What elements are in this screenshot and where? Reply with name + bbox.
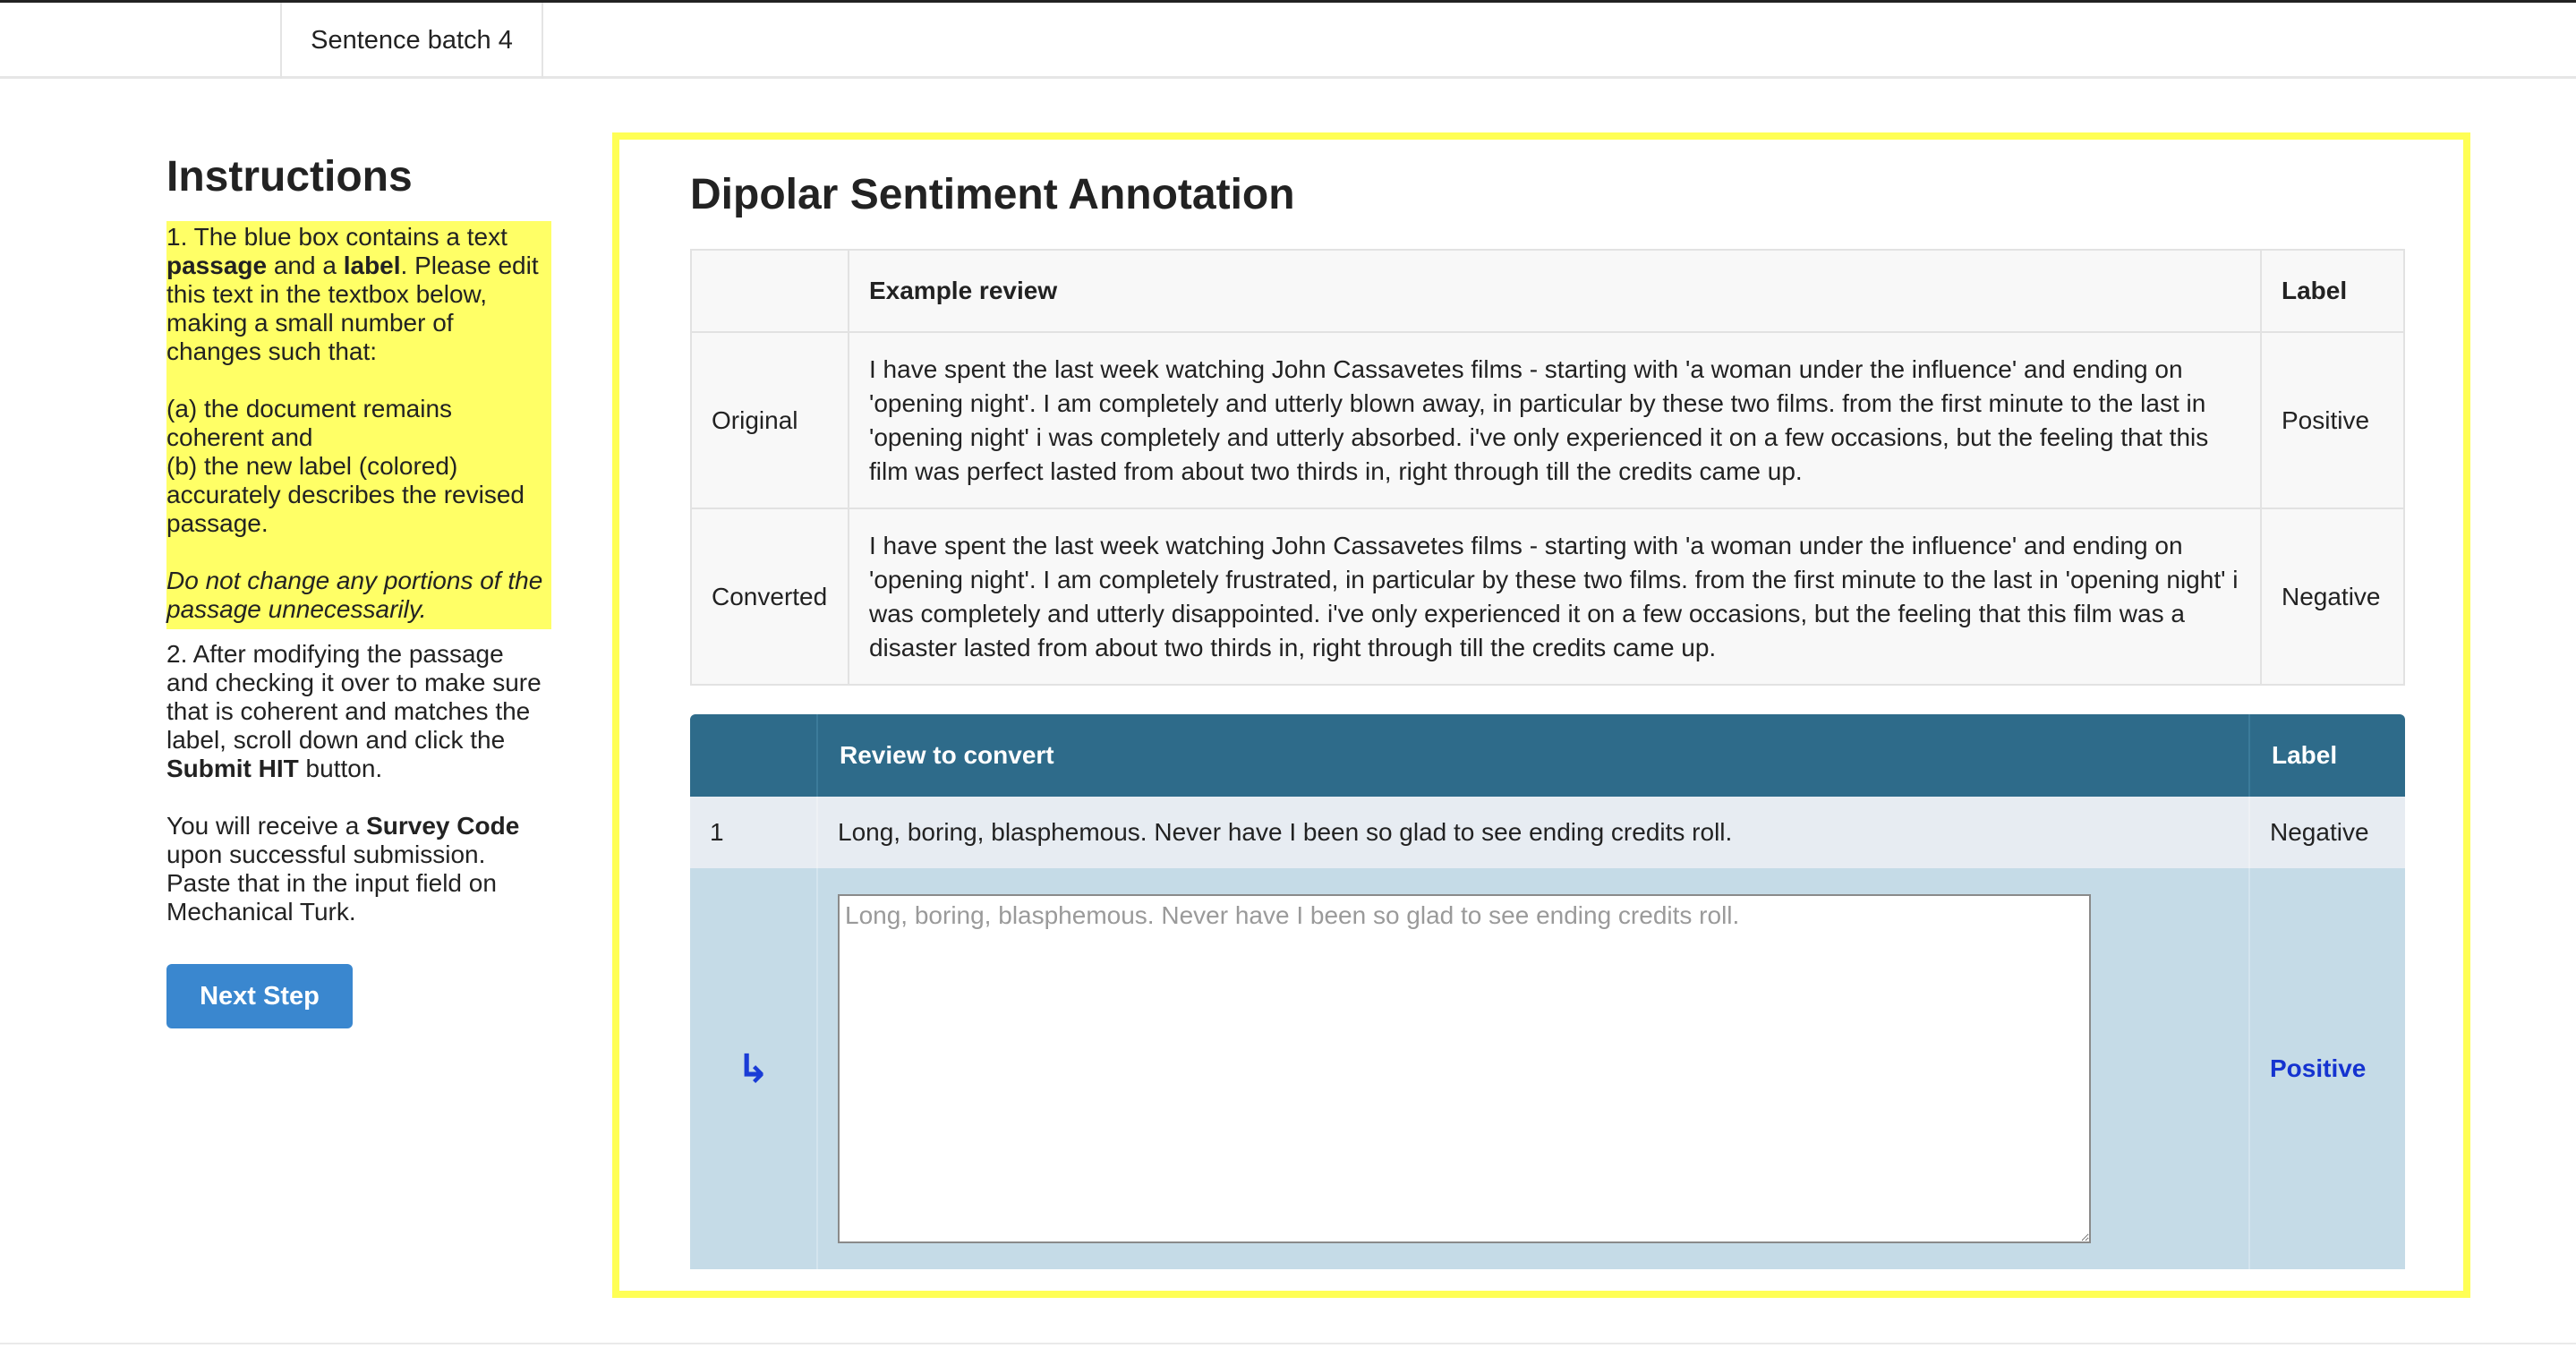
step-2-block <box>166 640 551 926</box>
arrow-cell <box>690 868 817 1269</box>
edit-row <box>690 868 2405 1269</box>
tab-sentence-batch-4[interactable]: Sentence batch 4 <box>280 3 543 79</box>
next-step-button[interactable]: Next Step <box>166 964 353 1028</box>
revised-passage-textarea[interactable] <box>838 894 2091 1243</box>
convert-header-blank <box>690 714 817 797</box>
row-text: I have spent the last week watching John Cassavetes films - starting with 'a woman under the influence' and ending on 'opening night'. I am completely and utterly blown away, in particular by these two films. from the first minute to the last in 'opening night' i was completely and utterly absorbed. i've only experienced it on a few occasions, but the feeling that this film was perfect lasted from about two thirds in, right through till the credits came up. <box>849 332 2261 508</box>
example-header-label: Label <box>2261 250 2404 332</box>
row-kind: Original <box>691 332 849 508</box>
edit-cell <box>817 868 2249 1269</box>
row-index: 1 <box>690 797 817 868</box>
example-header-row <box>691 250 2404 332</box>
table-row <box>690 797 2405 868</box>
table-row <box>691 508 2404 685</box>
page-title: Dipolar Sentiment Annotation <box>690 171 1295 218</box>
survey-code-text: You will receive a Survey Code upon successful submission. Paste that in the input field on Mechanical Turk. <box>166 812 520 926</box>
convert-header-label: Label <box>2249 714 2405 797</box>
example-header-review: Example review <box>849 250 2261 332</box>
convert-header-review: Review to convert <box>817 714 2249 797</box>
row-label: Negative <box>2261 508 2404 685</box>
top-nav-bar <box>0 0 2576 79</box>
convert-table <box>690 714 2405 1269</box>
new-label: Positive <box>2270 1054 2367 1082</box>
row-label: Positive <box>2261 332 2404 508</box>
instructions-sidebar <box>166 152 551 1028</box>
example-table <box>690 249 2405 686</box>
instructions-title: Instructions <box>166 153 413 200</box>
row-text: Long, boring, blasphemous. Never have I been so glad to see ending credits roll. <box>817 797 2249 868</box>
condition-a: (a) the document remains coherent and <box>166 395 453 451</box>
example-header-blank <box>691 250 849 332</box>
step-1-text: 1. The blue box contains a text passage and a label. Please edit this text in the textbox below, making a small number of changes such that: <box>166 223 539 365</box>
annotation-panel <box>612 132 2470 1298</box>
condition-b: (b) the new label (colored) accurately describes the revised passage. <box>166 452 525 537</box>
bottom-divider <box>0 1343 2576 1344</box>
convert-header-row <box>690 714 2405 797</box>
caution-note: Do not change any portions of the passage unnecessarily. <box>166 567 543 623</box>
table-row <box>691 332 2404 508</box>
row-text: I have spent the last week watching John Cassavetes films - starting with 'a woman under the influence' and ending on 'opening night'. I am completely frustrated, in particular by these two films. from the first minute to the last in 'opening night' i was completely and utterly disappointed. i've only experienced it on a few occasions, but the feeling that this film was a disaster lasted from about two thirds in, right through till the credits came up. <box>849 508 2261 685</box>
row-label: Negative <box>2249 797 2405 868</box>
new-label-cell <box>2249 868 2405 1269</box>
highlighted-step-1 <box>166 221 551 629</box>
step-2-text: 2. After modifying the passage and checking it over to make sure that is coherent and matches the label, scroll down and click the Submit HIT button. <box>166 640 542 782</box>
return-arrow-icon: ↳ <box>737 1046 770 1091</box>
row-kind: Converted <box>691 508 849 685</box>
